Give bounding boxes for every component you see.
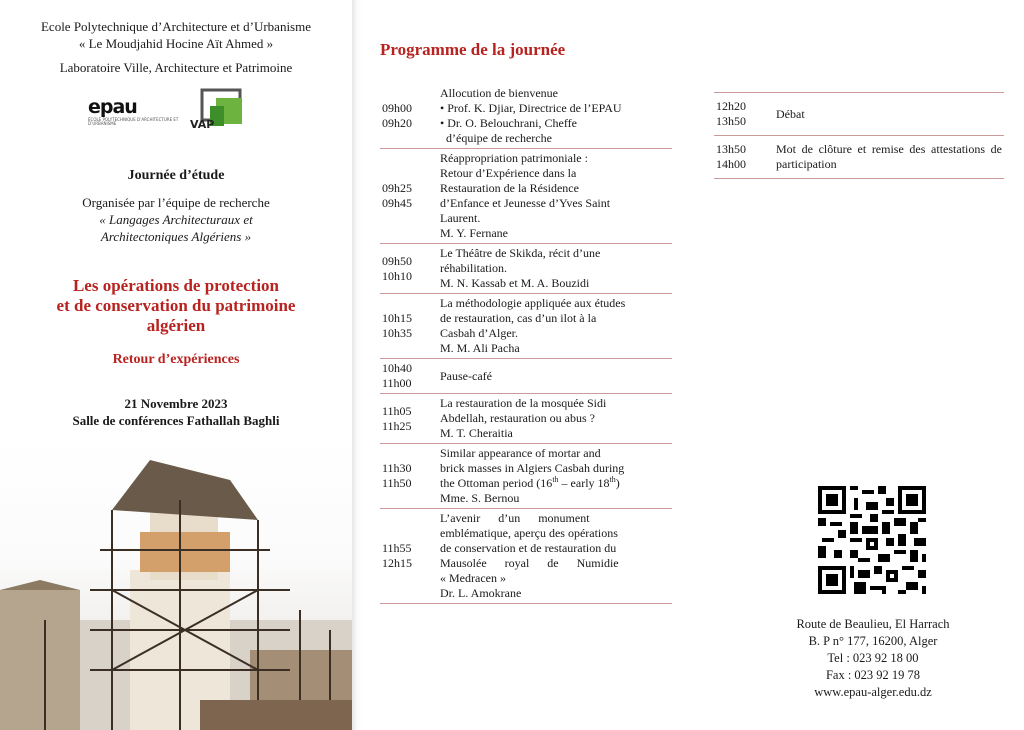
schedule-time: 11h55 12h15 xyxy=(382,541,412,570)
event-title-line2: et de conservation du patrimoine xyxy=(56,296,296,315)
schedule-description: Débat xyxy=(776,106,805,121)
programme-title: Programme de la journée xyxy=(380,40,566,59)
schedule-description: La restauration de la mosquée Sidi Abdellah, restauration ou abus ? M. T. Cheraitia xyxy=(440,396,607,440)
schedule-row xyxy=(380,394,672,444)
vap-logo-text: VAP xyxy=(190,118,215,131)
schedule-description: La méthodologie appliquée aux études de restauration, cas d’un ilot à la Casbah d’Alger. M. M. Ali Pacha xyxy=(440,296,626,355)
school-name-line2: « Le Moudjahid Hocine Aït Ahmed » xyxy=(78,36,274,51)
organizer xyxy=(0,194,352,245)
study-day-heading: Journée d’étude xyxy=(127,168,225,183)
schedule-time: 09h25 09h45 xyxy=(382,181,412,210)
schedule-description: Réappropriation patrimoniale : Retour d’Expérience dans la Restauration de la Résidence d’Enfance et Jeunesse d’Yves Saint Laurent. M. Y. Fernane xyxy=(440,151,611,240)
epau-logo xyxy=(88,96,180,130)
schedule-row xyxy=(714,92,1004,135)
schedule-row xyxy=(380,359,672,394)
epau-logo-subtitle: ÉCOLE POLYTECHNIQUE D’ARCHITECTURE ET D’URBANISME xyxy=(88,117,179,126)
schedule-description: L’avenir d’un monument emblématique, aperçu des opérations de conservation et de restauration du Mausolée royal de Numidie « Medracen » Dr. L. Amokrane xyxy=(440,511,619,600)
school-name xyxy=(0,18,352,52)
event-title-line3: algérien xyxy=(146,316,206,335)
schedule-row xyxy=(380,294,672,359)
logos-row xyxy=(0,88,352,138)
schedule-row xyxy=(380,444,672,509)
schedule-time: 10h15 10h35 xyxy=(382,311,412,340)
address-line1: Route de Beaulieu, El Harrach xyxy=(796,617,950,631)
contact-info xyxy=(760,616,986,701)
team-name-line2: Architectoniques Algériens » xyxy=(100,229,252,244)
schedule-row xyxy=(380,84,672,149)
schedule-time: 11h05 11h25 xyxy=(382,403,412,433)
schedule-row xyxy=(380,244,672,294)
event-subtitle: Retour d’expériences xyxy=(112,352,240,367)
schedule-description: Similar appearance of mortar and brick masses in Algiers Casbah during the Ottoman period (16th – early 18th) Mme. S. Bernou xyxy=(440,446,625,505)
event-title-line1: Les opérations de protection xyxy=(72,276,280,295)
phone-number: Tel : 023 92 18 00 xyxy=(827,651,919,665)
address-line2: B. P n° 177, 16200, Alger xyxy=(808,634,938,648)
event-date-venue xyxy=(0,395,352,429)
organizer-line: Organisée par l’équipe de recherche xyxy=(82,195,270,210)
qr-code xyxy=(818,486,926,594)
schedule-description: Le Théâtre de Skikda, récit d’une réhabilitation. M. N. Kassab et M. A. Bouzidi xyxy=(440,246,601,290)
school-name-line1: Ecole Polytechnique d’Architecture et d’Urbanisme xyxy=(40,19,311,34)
fax-number: Fax : 023 92 19 78 xyxy=(825,668,921,682)
minaret-scaffolding-photo xyxy=(0,440,352,730)
schedule-row xyxy=(714,135,1004,179)
epau-logo-text: epau xyxy=(88,96,137,118)
team-name-line1: « Langages Architecturaux et xyxy=(99,212,253,227)
vap-logo xyxy=(188,88,248,136)
schedule-row xyxy=(380,509,672,604)
fold-divider xyxy=(352,0,362,730)
left-panel xyxy=(0,0,352,730)
schedule-time: 12h20 13h50 xyxy=(716,99,746,128)
event-venue: Salle de conférences Fathallah Baghli xyxy=(72,413,280,428)
website-link[interactable]: www.epau-alger.edu.dz xyxy=(814,685,932,699)
schedule-description: Allocution de bienvenue • Prof. K. Djiar, Directrice de l’EPAU • Dr. O. Belouchrani, Cheffe d’équipe de recherche xyxy=(440,86,622,145)
photo-illustration xyxy=(0,440,352,730)
schedule-description: Mot de clôture et remise des attestations de participation xyxy=(776,142,1002,171)
event-date: 21 Novembre 2023 xyxy=(124,396,228,411)
schedule-time: 10h40 11h00 xyxy=(382,361,412,390)
laboratory-name: Laboratoire Ville, Architecture et Patrimoine xyxy=(59,60,293,75)
schedule-time: 11h30 11h50 xyxy=(382,461,412,490)
schedule-time: 13h50 14h00 xyxy=(716,142,746,171)
programme-continued xyxy=(714,92,1004,179)
schedule-description: Pause-café xyxy=(440,368,492,383)
event-title xyxy=(0,276,352,336)
schedule-time: 09h00 09h20 xyxy=(382,101,412,130)
schedule-time: 09h50 10h10 xyxy=(382,253,412,283)
schedule-row xyxy=(380,149,672,244)
programme-schedule xyxy=(380,84,672,604)
